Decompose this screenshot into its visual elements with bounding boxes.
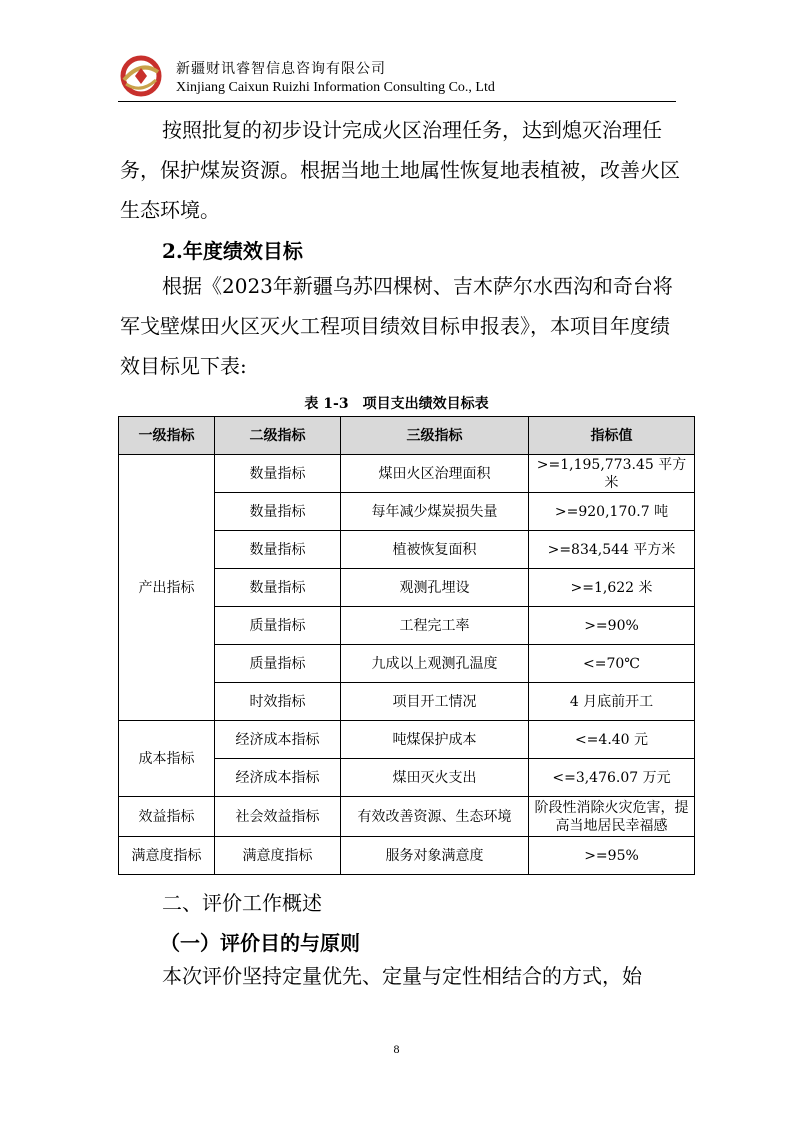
value-cell: >=920,170.7 吨 (529, 493, 695, 531)
page-number: 8 (393, 1042, 400, 1056)
company-name-en: Xinjiang Caixun Ruizhi Information Consulting Co., Ltd (176, 80, 495, 95)
level3-cell: 九成以上观测孔温度 (341, 645, 529, 683)
level3-cell: 吨煤保护成本 (341, 721, 529, 759)
value-cell: >=1,195,773.45 平方米 (529, 455, 695, 493)
level3-cell: 服务对象满意度 (341, 837, 529, 875)
table-row (119, 837, 695, 875)
level2-cell: 社会效益指标 (215, 797, 341, 837)
value-cell: >=834,544 平方米 (529, 531, 695, 569)
table-row (119, 455, 695, 493)
level2-cell: 经济成本指标 (215, 721, 341, 759)
level1-cell: 成本指标 (119, 721, 215, 797)
value-cell: <=3,476.07 万元 (529, 759, 695, 797)
value-cell: >=90% (529, 607, 695, 645)
level3-cell: 植被恢复面积 (341, 531, 529, 569)
level2-cell: 满意度指标 (215, 837, 341, 875)
level1-cell: 产出指标 (119, 455, 215, 721)
table-caption: 表 1-3 项目支出绩效目标表 (304, 396, 489, 412)
value-cell: >=1,622 米 (529, 569, 695, 607)
section-two-subheading: （一）评价目的与原则 (160, 931, 360, 955)
level2-cell: 质量指标 (215, 607, 341, 645)
company-name-cn: 新疆财讯睿智信息咨询有限公司 (176, 61, 386, 77)
section-two-paragraph: 本次评价坚持定量优先、定量与定性相结合的方式，始 (162, 964, 642, 988)
page-header (118, 52, 678, 104)
level3-cell: 观测孔埋设 (341, 569, 529, 607)
intro-paragraph: 按照批复的初步设计完成火区治理任务，达到熄灭治理任务，保护煤炭资源。根据当地土地属性恢复地表植被，改善火区生态环境。 (120, 118, 680, 222)
column-header: 二级指标 (215, 417, 341, 455)
level2-cell: 数量指标 (215, 455, 341, 493)
value-cell: <=4.40 元 (529, 721, 695, 759)
level2-cell: 时效指标 (215, 683, 341, 721)
level2-cell: 数量指标 (215, 493, 341, 531)
level3-cell: 工程完工率 (341, 607, 529, 645)
table-row (119, 797, 695, 837)
level2-cell: 数量指标 (215, 569, 341, 607)
level3-cell: 有效改善资源、生态环境 (341, 797, 529, 837)
column-header: 指标值 (529, 417, 695, 455)
level3-cell: 煤田灭火支出 (341, 759, 529, 797)
value-cell: 阶段性消除火灾危害，提高当地居民幸福感 (529, 797, 695, 837)
level1-cell: 效益指标 (119, 797, 215, 837)
annual-goals-heading: 2.年度绩效目标 (162, 239, 303, 263)
level2-cell: 经济成本指标 (215, 759, 341, 797)
column-header: 一级指标 (119, 417, 215, 455)
level1-cell: 满意度指标 (119, 837, 215, 875)
company-logo-icon (118, 54, 164, 98)
level2-cell: 质量指标 (215, 645, 341, 683)
section-two-heading: 二、评价工作概述 (162, 891, 322, 915)
level3-cell: 每年减少煤炭损失量 (341, 493, 529, 531)
level3-cell: 项目开工情况 (341, 683, 529, 721)
annual-goals-paragraph: 根据《2023年新疆乌苏四棵树、吉木萨尔水西沟和奇台将军戈壁煤田火区灭火工程项目绩效目标申报表》，本项目年度绩效目标见下表: (120, 274, 673, 378)
table-row (119, 721, 695, 759)
performance-targets-table (118, 416, 695, 875)
header-divider (118, 101, 676, 102)
column-header: 三级指标 (341, 417, 529, 455)
value-cell: 4 月底前开工 (529, 683, 695, 721)
table-header-row (119, 417, 695, 455)
level2-cell: 数量指标 (215, 531, 341, 569)
level3-cell: 煤田火区治理面积 (341, 455, 529, 493)
value-cell: <=70℃ (529, 645, 695, 683)
value-cell: >=95% (529, 837, 695, 875)
